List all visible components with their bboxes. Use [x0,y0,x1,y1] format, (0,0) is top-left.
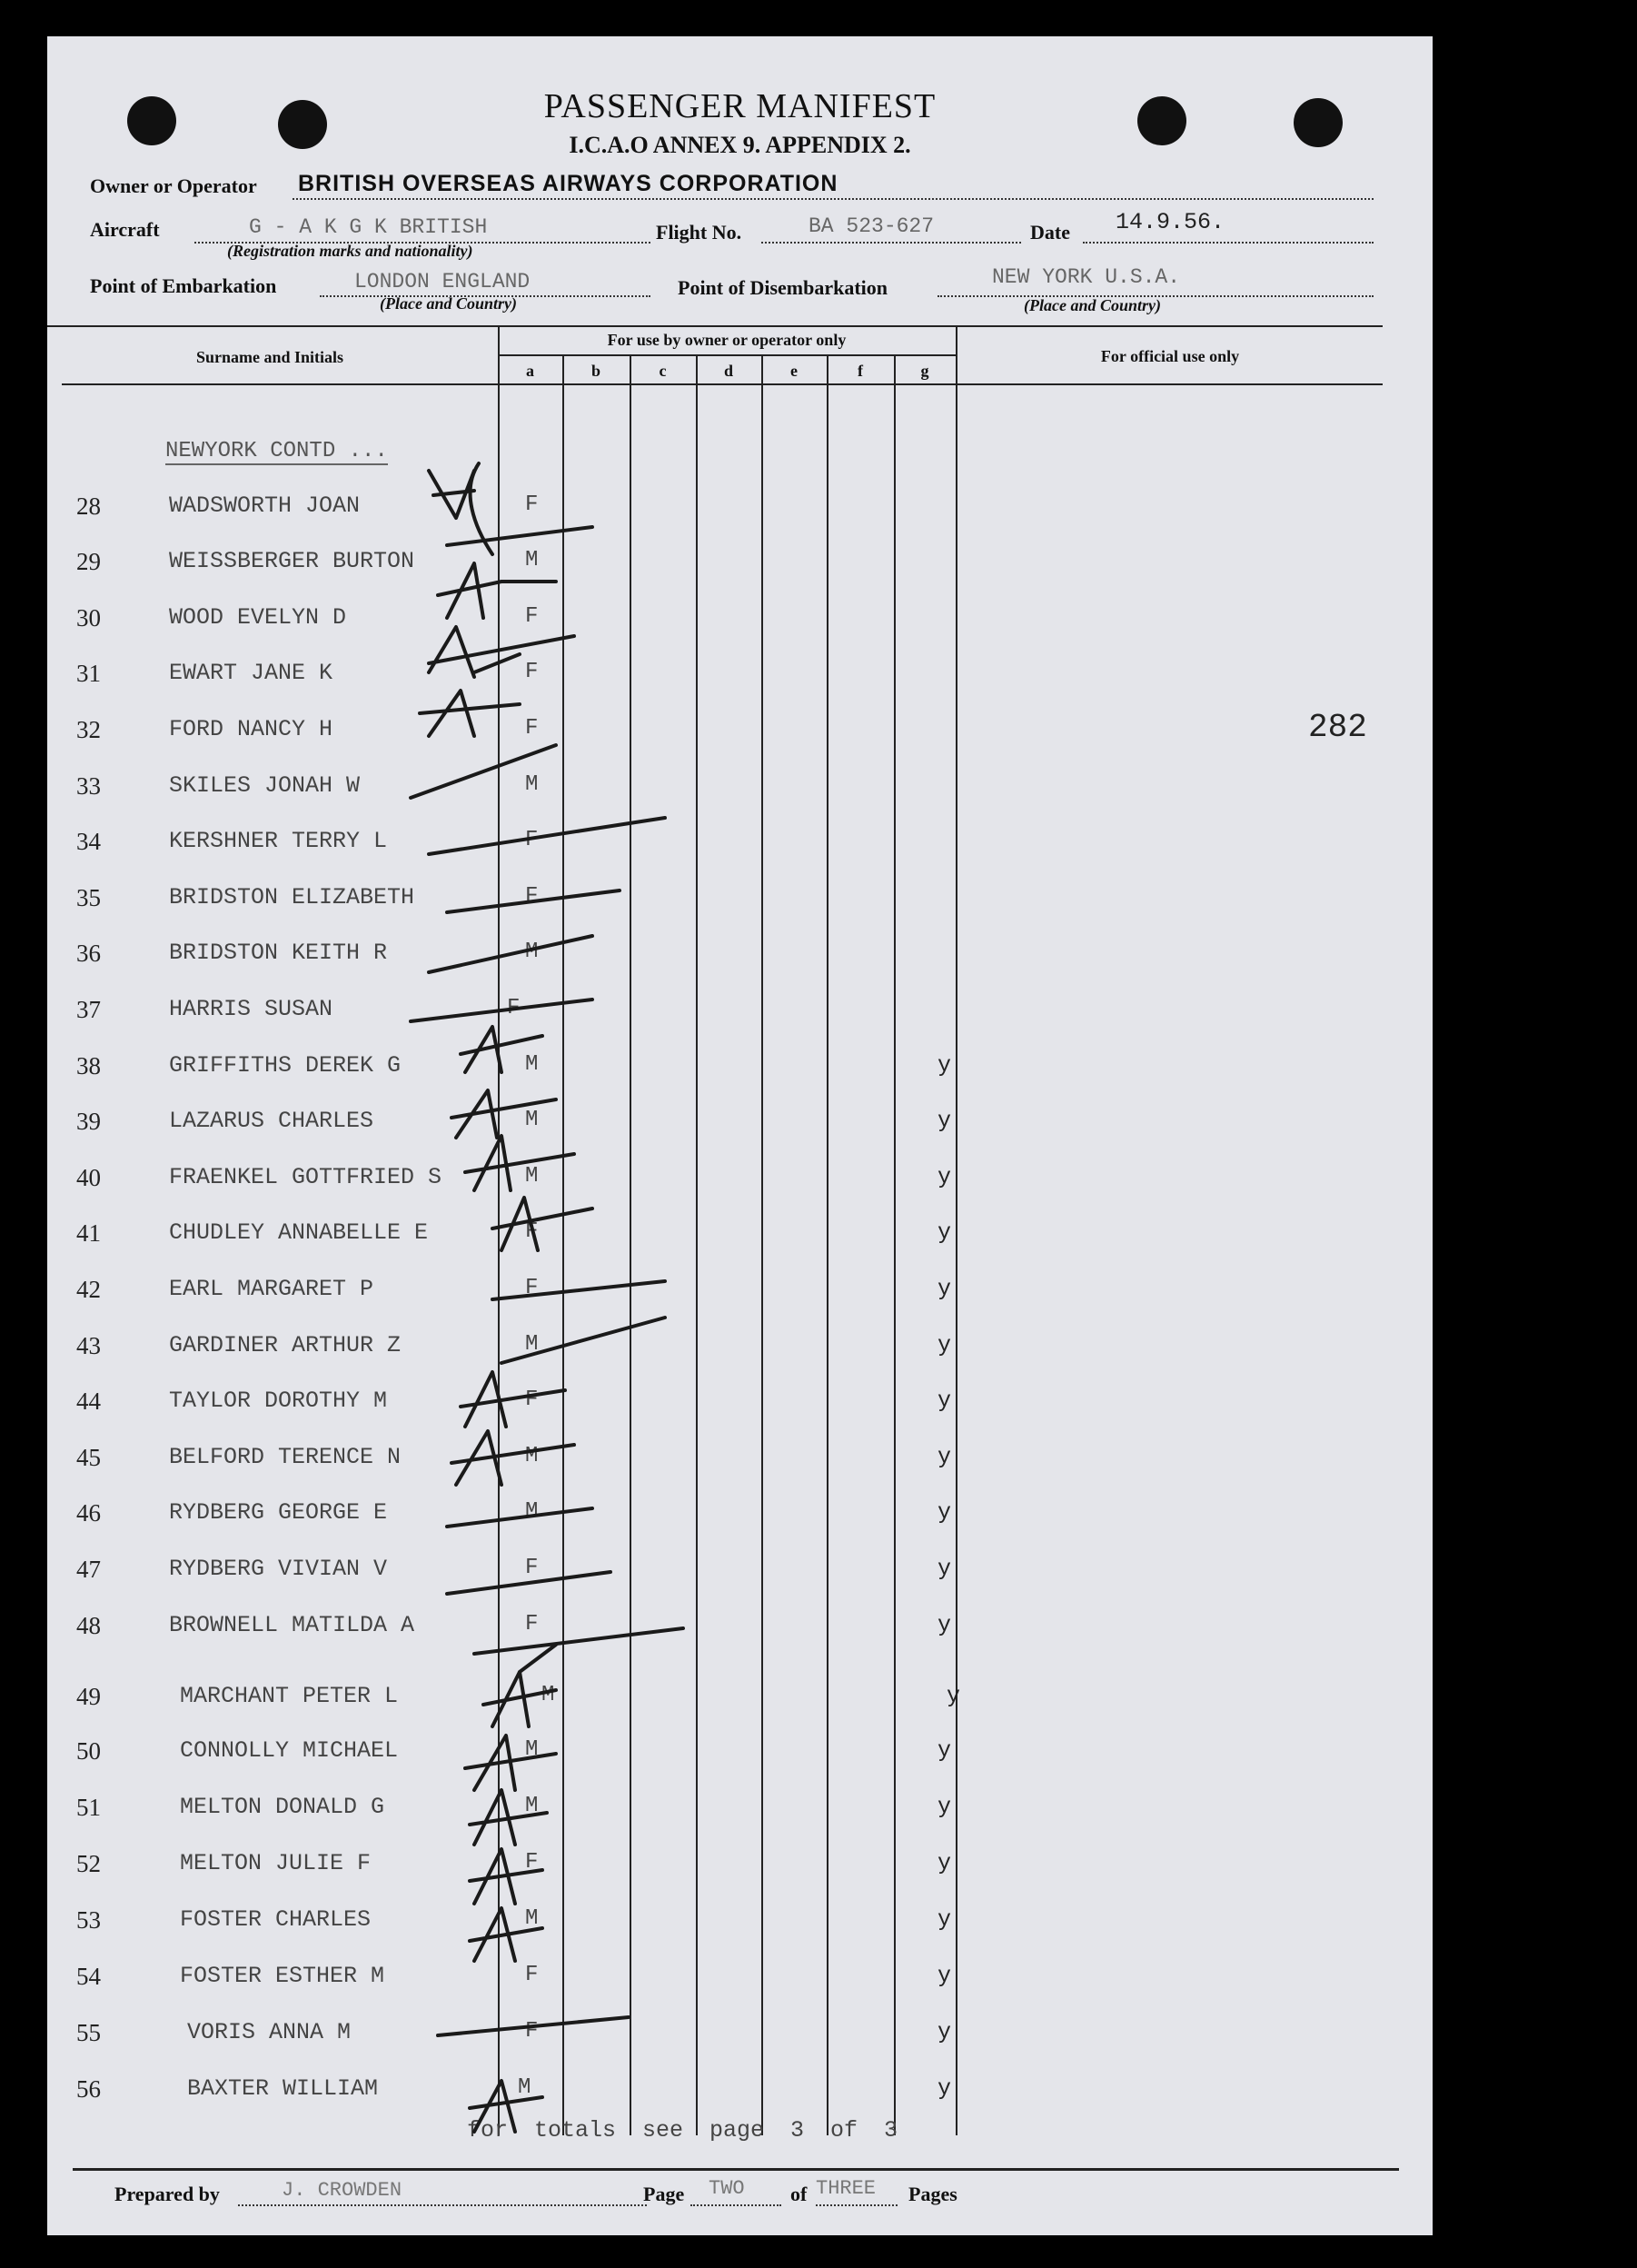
prepared-label: Prepared by [114,2183,220,2205]
aircraft-note: (Registration marks and nationality) [227,242,473,260]
passenger-sex: F [525,660,539,684]
passenger-name: FRAENKEL GOTTFRIED S [169,1164,442,1190]
owner-value: BRITISH OVERSEAS AIRWAYS CORPORATION [298,171,838,196]
row-number: 41 [76,1219,101,1247]
passenger-name: BAXTER WILLIAM [187,2075,379,2102]
of-value: THREE [816,2177,877,2200]
embark-note: (Place and Country) [380,294,517,313]
row-number: 33 [76,772,101,800]
passenger-name: FOSTER ESTHER M [180,1963,385,1989]
column-g-mark: y [938,1219,952,1246]
column-g-mark: y [938,1794,952,1820]
column-c-header: c [659,362,667,380]
passenger-name: GRIFFITHS DEREK G [169,1052,402,1079]
row-number: 49 [76,1683,101,1710]
column-g-mark: y [938,1332,952,1358]
row-number: 47 [76,1556,101,1583]
passenger-name: TAYLOR DOROTHY M [169,1388,388,1414]
date-value: 14.9.56. [1116,209,1225,235]
row-number: 45 [76,1444,101,1471]
of-underline [816,2204,898,2206]
column-g-mark: y [947,1683,961,1709]
column-g-mark: y [938,1388,952,1414]
passenger-sex: F [525,1963,539,1987]
passenger-sex: M [518,2075,531,2100]
passenger-name: CONNOLLY MICHAEL [180,1737,399,1764]
handwritten-marks [47,36,1433,2235]
column-g-mark: y [938,1906,952,1933]
row-number: 56 [76,2075,101,2103]
flight-label: Flight No. [656,221,742,244]
page-underline [690,2204,781,2206]
row-number: 28 [76,492,101,520]
passenger-sex: M [525,1052,539,1077]
passenger-sex: M [525,1794,539,1818]
column-g-mark: y [938,1499,952,1526]
passenger-name: EARL MARGARET P [169,1276,374,1302]
column-g-mark: y [938,1612,952,1638]
row-number: 29 [76,548,101,575]
passenger-name: FOSTER CHARLES [180,1906,372,1933]
column-g-mark: y [938,1963,952,1989]
row-number: 35 [76,884,101,911]
manifest-sheet [47,36,1433,2235]
column-g-header: g [920,362,929,380]
passenger-sex: M [525,1444,539,1468]
operator-header: For use by owner or operator only [607,331,847,349]
column-g-mark: y [938,1276,952,1302]
row-number: 31 [76,660,101,687]
passenger-sex: M [525,1906,539,1931]
embark-value: LONDON ENGLAND [354,270,531,293]
passenger-sex: F [525,1556,539,1580]
passenger-sex: F [525,1219,539,1244]
flight-value: BA 523-627 [809,214,935,238]
column-g-mark: y [938,1052,952,1079]
row-number: 34 [76,828,101,855]
document-subtitle: I.C.A.O ANNEX 9. APPENDIX 2. [569,132,911,158]
row-number: 30 [76,604,101,632]
row-number: 52 [76,1850,101,1877]
row-number: 36 [76,940,101,967]
aircraft-value: G - A K G K BRITISH [249,215,488,239]
row-number: 37 [76,996,101,1023]
date-label: Date [1030,221,1070,244]
passenger-sex: M [525,940,539,964]
row-number: 32 [76,716,101,743]
column-e-header: e [790,362,798,380]
column-d-header: d [723,362,733,380]
column-f-header: f [858,362,863,380]
passenger-sex: M [525,772,539,797]
continued-label: NEWYORK CONTD ... [165,439,388,463]
column-a-header: a [526,362,534,380]
passenger-name: RYDBERG VIVIAN V [169,1556,388,1582]
row-number: 50 [76,1737,101,1765]
prepared-value: J. CROWDEN [282,2179,402,2202]
passenger-sex: F [525,1850,539,1875]
column-g-mark: y [938,1556,952,1582]
official-number: 282 [1308,709,1367,746]
passenger-sex: F [525,1276,539,1300]
column-g-mark: y [938,2075,952,2102]
totals-note: for totals see page 3 of 3 [467,2117,898,2144]
page-label: Page [643,2183,685,2205]
passenger-name: VORIS ANNA M [187,2019,352,2045]
row-number: 38 [76,1052,101,1079]
row-number: 51 [76,1794,101,1821]
passenger-name: BROWNELL MATILDA A [169,1612,415,1638]
passenger-name: CHUDLEY ANNABELLE E [169,1219,429,1246]
passenger-name: WADSWORTH JOAN [169,492,361,519]
prepared-underline [238,2204,647,2206]
passenger-name: EWART JANE K [169,660,333,686]
disembark-label: Point of Disembarkation [678,276,888,299]
column-g-mark: y [938,1164,952,1190]
row-number: 53 [76,1906,101,1934]
row-number: 40 [76,1164,101,1191]
passenger-sex: M [525,1499,539,1524]
passenger-name: LAZARUS CHARLES [169,1108,374,1134]
column-g-mark: y [938,1850,952,1876]
row-number: 39 [76,1108,101,1135]
page-value: TWO [709,2177,745,2200]
surname-header: Surname and Initials [195,348,344,366]
passenger-name: BELFORD TERENCE N [169,1444,402,1470]
passenger-name: WOOD EVELYN D [169,604,347,631]
passenger-name: MELTON DONALD G [180,1794,385,1820]
passenger-name: GARDINER ARTHUR Z [169,1332,402,1358]
passenger-sex: F [525,2019,539,2044]
passenger-sex: M [541,1683,555,1707]
row-number: 55 [76,2019,101,2046]
row-number: 42 [76,1276,101,1303]
passenger-name: BRIDSTON ELIZABETH [169,884,415,910]
passenger-sex: M [525,1108,539,1132]
document-title: PASSENGER MANIFEST [543,87,937,125]
passenger-name: FORD NANCY H [169,716,333,742]
passenger-sex: F [525,828,539,852]
passenger-sex: F [525,1388,539,1412]
passenger-name: KERSHNER TERRY L [169,828,388,854]
passenger-name: HARRIS SUSAN [169,996,333,1022]
owner-label: Owner or Operator [90,174,257,197]
passenger-sex: F [525,884,539,909]
passenger-name: BRIDSTON KEITH R [169,940,388,966]
passenger-name: WEISSBERGER BURTON [169,548,415,574]
column-g-mark: y [938,2019,952,2045]
passenger-sex: F [525,604,539,629]
row-number: 43 [76,1332,101,1359]
row-number: 48 [76,1612,101,1639]
of-label: of [790,2183,808,2205]
embark-label: Point of Embarkation [90,274,277,297]
passenger-sex: F [507,996,521,1020]
row-number: 44 [76,1388,101,1415]
passenger-sex: F [525,1612,539,1636]
column-g-mark: y [938,1108,952,1134]
aircraft-label: Aircraft [90,218,160,241]
column-g-mark: y [938,1737,952,1764]
passenger-sex: F [525,492,539,517]
row-number: 54 [76,1963,101,1990]
disembark-value: NEW YORK U.S.A. [992,265,1181,289]
pages-label: Pages [908,2183,957,2205]
official-header: For official use only [1100,347,1240,365]
column-b-header: b [590,362,600,380]
passenger-name: SKILES JONAH W [169,772,361,799]
row-number: 46 [76,1499,101,1527]
passenger-sex: M [525,1332,539,1357]
passenger-sex: M [525,548,539,572]
passenger-name: MARCHANT PETER L [180,1683,399,1709]
passenger-sex: M [525,1164,539,1189]
disembark-note: (Place and Country) [1024,296,1161,314]
footer-rule [73,2168,1399,2171]
passenger-sex: F [525,716,539,741]
passenger-name: RYDBERG GEORGE E [169,1499,388,1526]
passenger-sex: M [525,1737,539,1762]
column-g-mark: y [938,1444,952,1470]
passenger-name: MELTON JULIE F [180,1850,372,1876]
